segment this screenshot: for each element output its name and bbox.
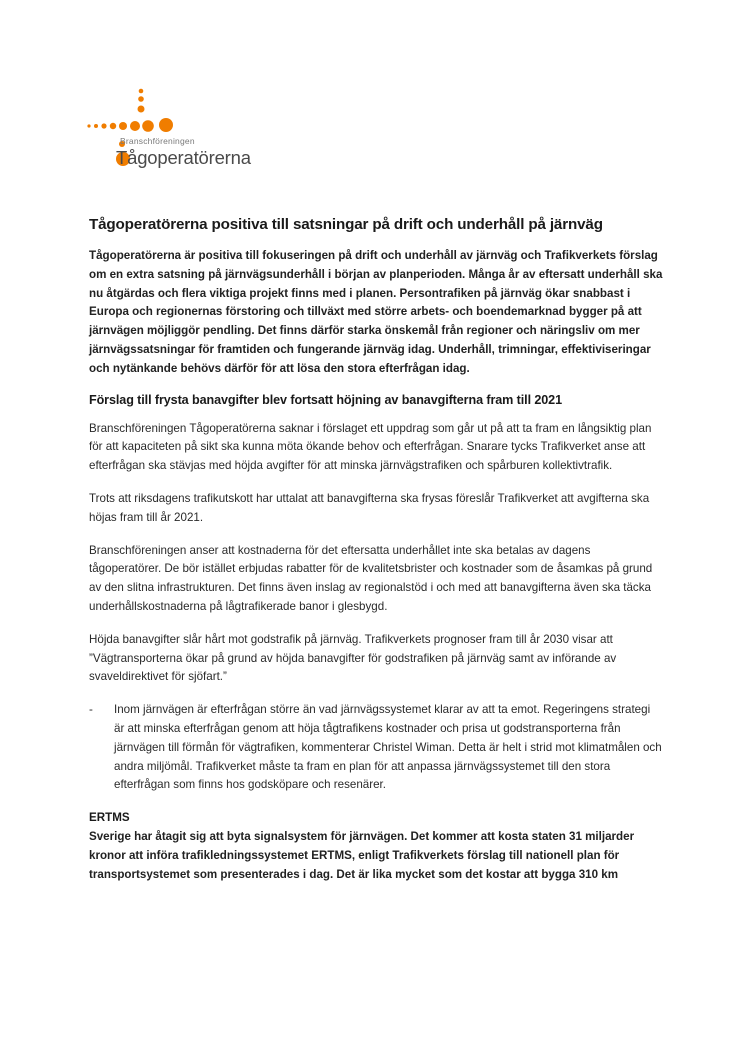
ertms-paragraph: Sverige har åtagit sig att byta signalsystem för järnvägen. Det kommer att kosta staten 31 miljarder kronor att införa trafikledningssystemet ERTMS, enligt Trafikverkets förslag till nationell plan för transportsystemet som presenterades i dag. Det är lika mycket som det kostar att bygga 310 km xyxy=(89,829,635,881)
body-paragraph-4: Höjda banavgifter slår hårt mot godstrafik på järnväg. Trafikverkets prognoser fram till år 2030 visar att ”Vägtransporterna ökar på grund av höjda banavgifter för godstrafiken på järnväg samt av införande av svaveldirektivet för sjöfart.” xyxy=(89,632,617,684)
logo-title: Tågoperatörerna xyxy=(116,147,251,168)
body-paragraph-3: Branschföreningen anser att kostnaderna för det eftersatta underhållet inte ska betalas av dagens tågoperatörer. De bör istället erbjudas rabatter för de kvalitetsbrister och kostnader som de åsamkas på grund av den slitna infrastrukturen. Det finns även inslag av regionalstöd i och med att banavgifterna även ska täcka underhållskostnaderna på lågtrafikerade banor i glesbygd. xyxy=(89,543,653,613)
body-paragraph-2: Trots att riksdagens trafikutskott har uttalat att banavgifterna ska frysas föreslår Trafikverket att avgifterna ska höjas fram till år 2021. xyxy=(89,491,650,524)
logo-subtitle: Branschföreningen xyxy=(120,136,195,146)
ertms-heading: ERTMS xyxy=(89,811,130,825)
document-body xyxy=(89,216,663,884)
bullet-item xyxy=(89,701,663,795)
body-paragraph-1: Branschföreningen Tågoperatörerna saknar i förslaget ett uppdrag som går ut på att ta fram en långsiktig plan för att kapaciteten på sikt ska kunna möta ökande behov och efterfrågan. Snarare tycks Trafikverket anse att efterfrågan ska stävjas med höjda avgifter för att minska järnvägstrafiken och spårburen kollektivtrafik. xyxy=(89,421,652,473)
bullet-text: Inom järnvägen är efterfrågan större än vad järnvägssystemet klarar av att ta emot. Regeringens strategi är att minska efterfrågan genom att höja tågtrafikens kostnader och prisa ut godstransporterna från järnvägen till förmån för vägtrafiken, kommenterar Christel Wiman. Detta är helt i strid mot klimatmålen och andra miljömål. Trafikverket måste ta fram en plan för att anpassa järnvägssystemet till den stora efterfrågan som finns hos godsköpare och resenärer. xyxy=(114,703,662,792)
lead-paragraph: Tågoperatörerna är positiva till fokuseringen på drift och underhåll av järnväg och Trafikverkets förslag om en extra satsning på järnvägsunderhåll i början av planperioden. Många år av eftersatt underhåll ska nu åtgärdas och flera viktiga projekt finns med i planen. Persontrafiken på järnväg ökar snabbast i Europa och regionernas förstoring och tillväxt med större arbets- och boendemarknad bygger på att järnvägen möjliggör pendling. Det finns därför starka önskemål från regioner och näringsliv om mer järnvägssatsningar för framtiden och fungerande järnväg idag. Underhåll, trimningar, effektiviseringar och nytänkande behövs därför för att lösa den stora efterfrågan idag. xyxy=(89,249,663,375)
section-heading: Förslag till frysta banavgifter blev fortsatt höjning av banavgifterna fram till 2021 xyxy=(89,392,562,407)
bullet-dash: - xyxy=(89,703,93,717)
logo xyxy=(86,86,286,172)
document-title: Tågoperatörerna positiva till satsningar på drift och underhåll på järnväg xyxy=(89,216,603,233)
